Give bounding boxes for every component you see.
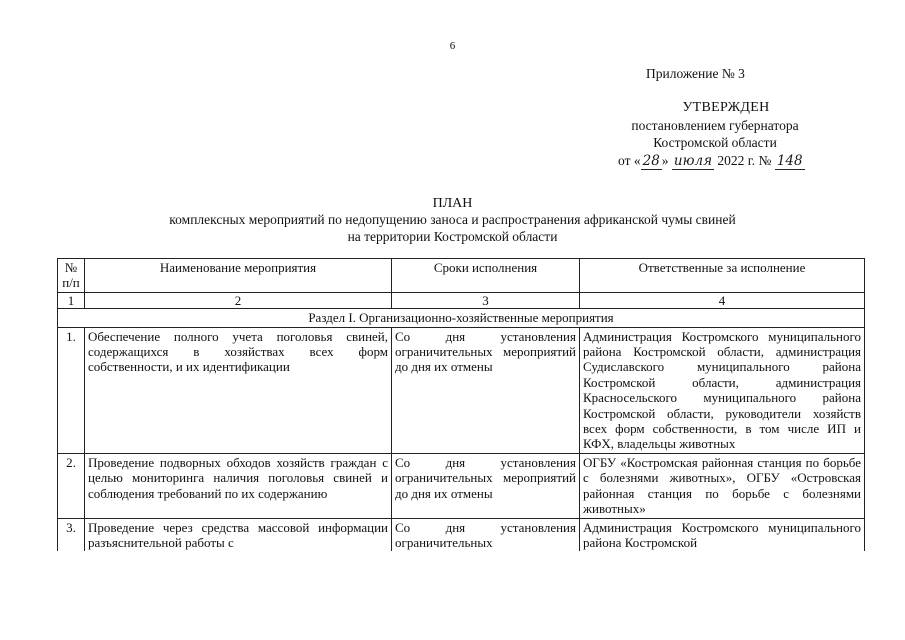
section-row: [58, 309, 865, 327]
row-term: Со дня установления ограничительных: [392, 518, 580, 551]
row-activity: Проведение подворных обходов хозяйств граждан с целью мониторинга наличия поголовья свиней и соблюдения требований по их содержанию: [85, 453, 392, 518]
table-row: [58, 518, 865, 551]
date-mid: »: [661, 153, 669, 168]
plan-subtitle-line-1: комплексных мероприятий по недопущению заноса и распространения африканской чумы свиней: [169, 212, 736, 227]
date-prefix: от «: [618, 153, 641, 168]
row-activity: Обеспечение полного учета поголовья свиней, содержащихся в хозяйствах всех форм собственности, и их идентификации: [85, 327, 392, 453]
approved-stamp-text: УТВЕРЖДЕН: [682, 100, 770, 115]
table-row: [58, 327, 865, 453]
header-num: № п/п: [58, 259, 85, 293]
row-activity: Проведение через средства массовой информации разъяснительной работы с: [85, 518, 392, 551]
row-responsible: Администрация Костромского муниципального района Костромской области, администрация Судиславского муниципального района Костромской области, администрация Красносельского муниципального района Костромской области, руководители хозяйств всех форм собственности, в том числе ИП и КФХ, владельцы животных: [580, 327, 865, 453]
header-responsible: Ответственные за исполнение: [580, 259, 865, 293]
decree-number-handwritten: 148: [776, 153, 803, 169]
header-name: Наименование мероприятия: [85, 259, 392, 293]
date-month-handwritten: июля: [673, 153, 713, 169]
row-responsible: Администрация Костромского муниципального района Костромской: [580, 518, 865, 551]
annex-label: Приложение № 3: [646, 66, 745, 81]
table-header-row: [58, 259, 865, 293]
decree-date-line: [618, 153, 805, 169]
row-number: 3.: [58, 518, 85, 551]
header-term: Сроки исполнения: [392, 259, 580, 293]
column-index: 2: [85, 292, 392, 308]
decree-line-2: Костромской области: [653, 135, 777, 150]
row-responsible: ОГБУ «Костромская районная станция по борьбе с болезнями животных», ОГБУ «Островская районная станция по борьбе с болезнями животных»: [580, 453, 865, 518]
date-year: 2022 г. №: [717, 153, 772, 168]
column-index: 3: [392, 292, 580, 308]
column-index: 4: [580, 292, 865, 308]
date-day-handwritten: 28: [642, 153, 660, 169]
column-index-row: [58, 292, 865, 308]
row-term: Со дня установления ограничительных мероприятий до дня их отмены: [392, 327, 580, 453]
section-title: Раздел I. Организационно-хозяйственные мероприятия: [58, 309, 865, 327]
table-row: [58, 453, 865, 518]
decree-line-1: постановлением губернатора: [631, 118, 799, 133]
plan-title: ПЛАН: [432, 196, 473, 211]
page-number: 6: [449, 40, 456, 52]
row-number: 2.: [58, 453, 85, 518]
plan-table: [57, 258, 865, 551]
column-index: 1: [58, 292, 85, 308]
row-term: Со дня установления ограничительных мероприятий до дня их отмены: [392, 453, 580, 518]
plan-subtitle-line-2: на территории Костромской области: [347, 229, 558, 244]
row-number: 1.: [58, 327, 85, 453]
